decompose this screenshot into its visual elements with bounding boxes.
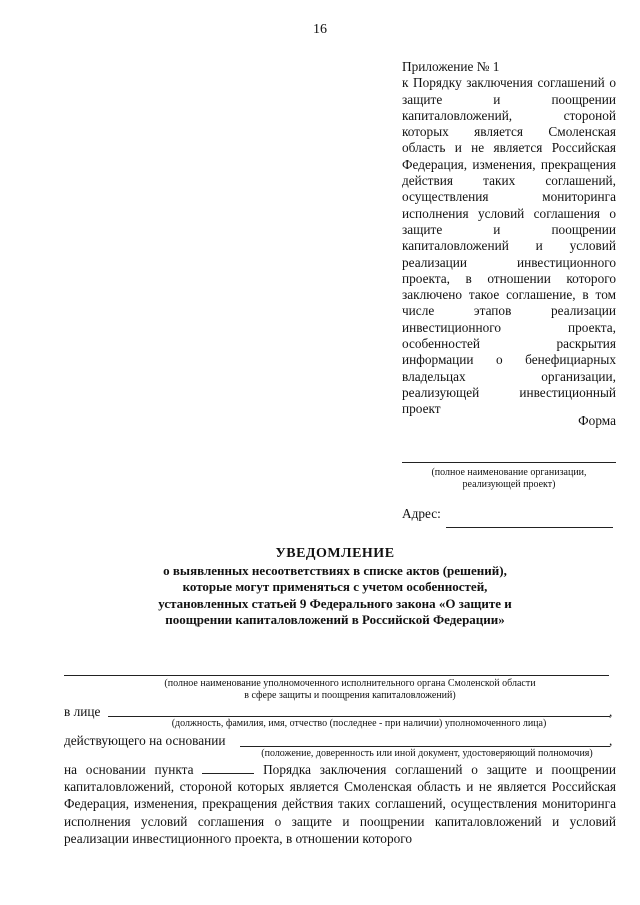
form-label: Форма [578,413,616,428]
page-number: 16 [313,22,327,37]
authority-line [64,675,609,676]
person-label: в лице [64,704,101,719]
address-label: Адрес: [402,506,441,521]
notice-subtitle: о выявленных несоответствиях в списке актов (решений), которые могут применяться с учетом особенностей, установленных статьей 9 Федерального закона «О защите и поощрении капиталовложений в Российской Федерации» [158,562,512,627]
person-caption: (должность, фамилия, имя, отчество (последнее - при наличии) уполномоченного лица) [171,718,547,729]
person-line [108,716,610,717]
annex-block [402,59,616,418]
notice-title: УВЕДОМЛЕНИЕ [275,546,395,561]
org-name-caption: (полное наименование организации, реализующей проект) [431,467,587,490]
paragraph-start: на основании пункта [64,762,194,777]
authority-caption [100,678,600,702]
org-name-line [402,462,616,463]
annex-text: к Порядку заключения соглашений о защите и поощрении капиталовложений, стороной которых является Смоленская область и не является Российская Федерация, изменения, прекращения действия таких соглашений, осуществления мониторинга исполнения условий соглашения о защите и поощрении капиталовложений и условий реализации инвестиционного проекта, в отношении которого заключено такое соглашение, в том числе этапов реализации инвестиционного проекта, особенностей раскрытия информации о бенефициарных владельцах организации, реализующей инвестиционный проект [402,75,616,417]
basis-caption: (положение, доверенность или иной документ, удостоверяющий полномочия) [261,748,593,759]
authority-caption-line2: в сфере защиты и поощрения капиталовложений) [244,690,456,701]
basis-line [240,746,610,747]
basis-label: действующего на основании [64,733,226,748]
authority-caption-line1: (полное наименование уполномоченного исполнительного органа Смоленской области [164,678,536,689]
paragraph-rest: Порядка заключения соглашений о защите и поощрении капиталовложений, стороной которых является Смоленская область и не является Российская Федерация, изменения, прекращения действия таких соглашений, осуществления мониторинга исполнения условий соглашения о защите и поощрении капиталовложений и условий реализации инвестиционного проекта, в отношении которого [64,762,616,846]
basis-comma: , [609,733,613,748]
annex-title: Приложение № 1 [402,59,500,74]
body-paragraph [64,761,616,847]
notice-heading [140,546,530,629]
address-line [446,527,613,528]
item-number-blank [202,762,254,774]
person-comma: , [609,704,613,719]
